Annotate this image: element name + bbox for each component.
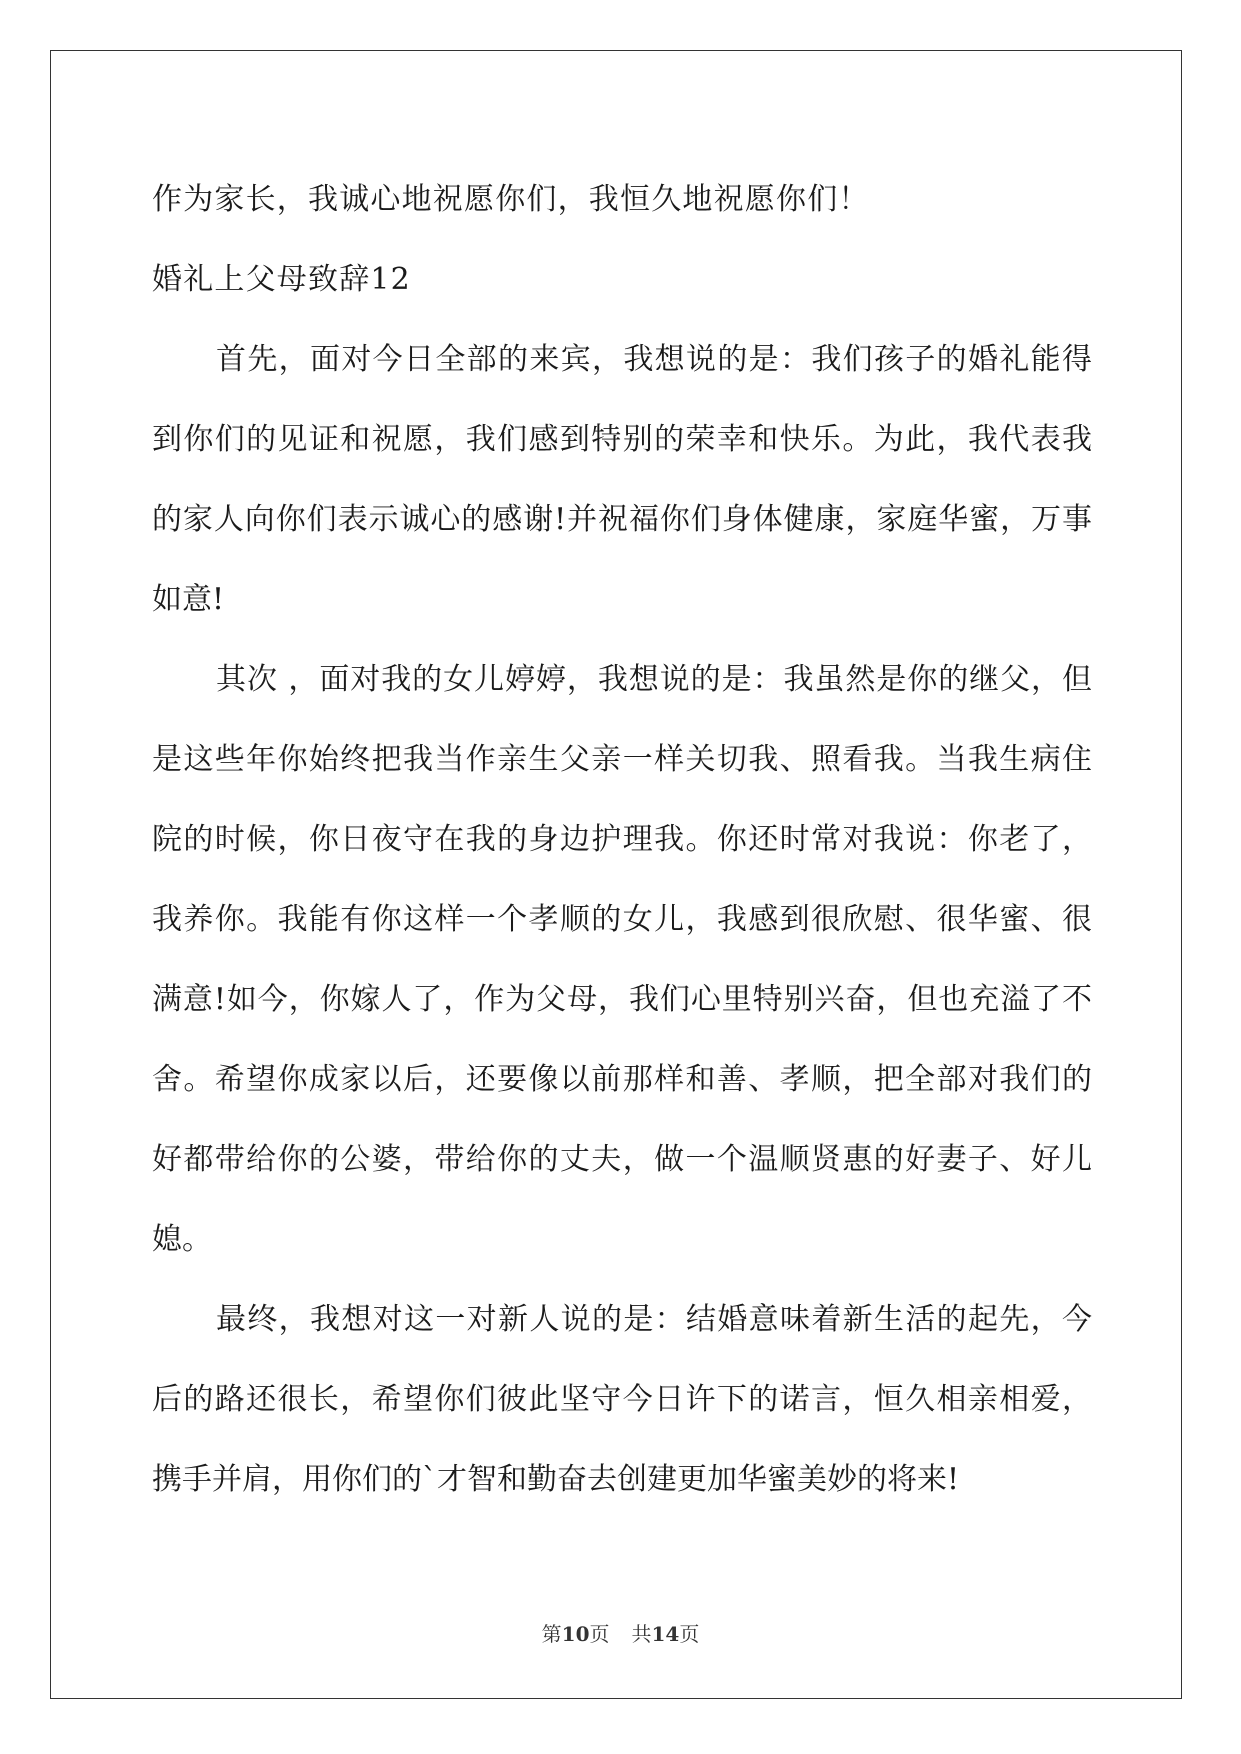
paragraph-3-line-1: 最终，我想对这一对新人说的是：结婚意味着新生活的起先，今 — [216, 1302, 1092, 1337]
paragraph-1-line-4: 如意! — [152, 582, 225, 617]
paragraph-3-line-3: 携手并肩，用你们的`才智和勤奋去创建更加华蜜美妙的将来! — [152, 1462, 960, 1497]
paragraph-2-line-5: 满意!如今，你嫁人了，作为父母，我们心里特别兴奋，但也充溢了不 — [152, 982, 1092, 1017]
total-suffix: 页 — [679, 1622, 700, 1646]
page-footer — [0, 1618, 1241, 1647]
paragraph-2-line-2: 是这些年你始终把我当作亲生父亲一样关切我、照看我。当我生病住 — [152, 742, 1092, 777]
paragraph-3-line-2: 后的路还很长，希望你们彼此坚守今日许下的诺言，恒久相亲相爱， — [152, 1382, 1092, 1417]
paragraph-2-line-3: 院的时候，你日夜守在我的身边护理我。你还时常对我说：你老了， — [152, 822, 1092, 857]
total-prefix: 共 — [631, 1622, 652, 1646]
paragraph-2-line-6: 舍。希望你成家以后，还要像以前那样和善、孝顺，把全部对我们的 — [152, 1062, 1092, 1097]
paragraph-2-line-7: 好都带给你的公婆，带给你的丈夫，做一个温顺贤惠的好妻子、好儿 — [152, 1142, 1092, 1177]
paragraph-1-line-3: 的家人向你们表示诚心的感谢!并祝福你们身体健康，家庭华蜜，万事 — [152, 502, 1092, 537]
paragraph-1-line-2: 到你们的见证和祝愿，我们感到特别的荣幸和快乐。为此，我代表我 — [152, 422, 1092, 457]
document-body — [152, 160, 1092, 1520]
page-suffix: 页 — [589, 1622, 610, 1646]
section-heading: 婚礼上父母致辞12 — [152, 262, 411, 297]
paragraph-1-line-1: 首先，面对今日全部的来宾，我想说的是：我们孩子的婚礼能得 — [216, 342, 1092, 377]
closing-line: 作为家长，我诚心地祝愿你们，我恒久地祝愿你们！ — [152, 182, 870, 217]
paragraph-2-line-4: 我养你。我能有你这样一个孝顺的女儿，我感到很欣慰、很华蜜、很 — [152, 902, 1092, 937]
page-prefix: 第 — [541, 1622, 562, 1646]
paragraph-2-line-1: 其次 ，面对我的女儿婷婷，我想说的是：我虽然是你的继父，但 — [216, 662, 1092, 697]
paragraph-2-line-8: 媳。 — [152, 1222, 212, 1257]
total-pages: 14 — [651, 1622, 680, 1646]
page-number: 10 — [561, 1622, 590, 1646]
